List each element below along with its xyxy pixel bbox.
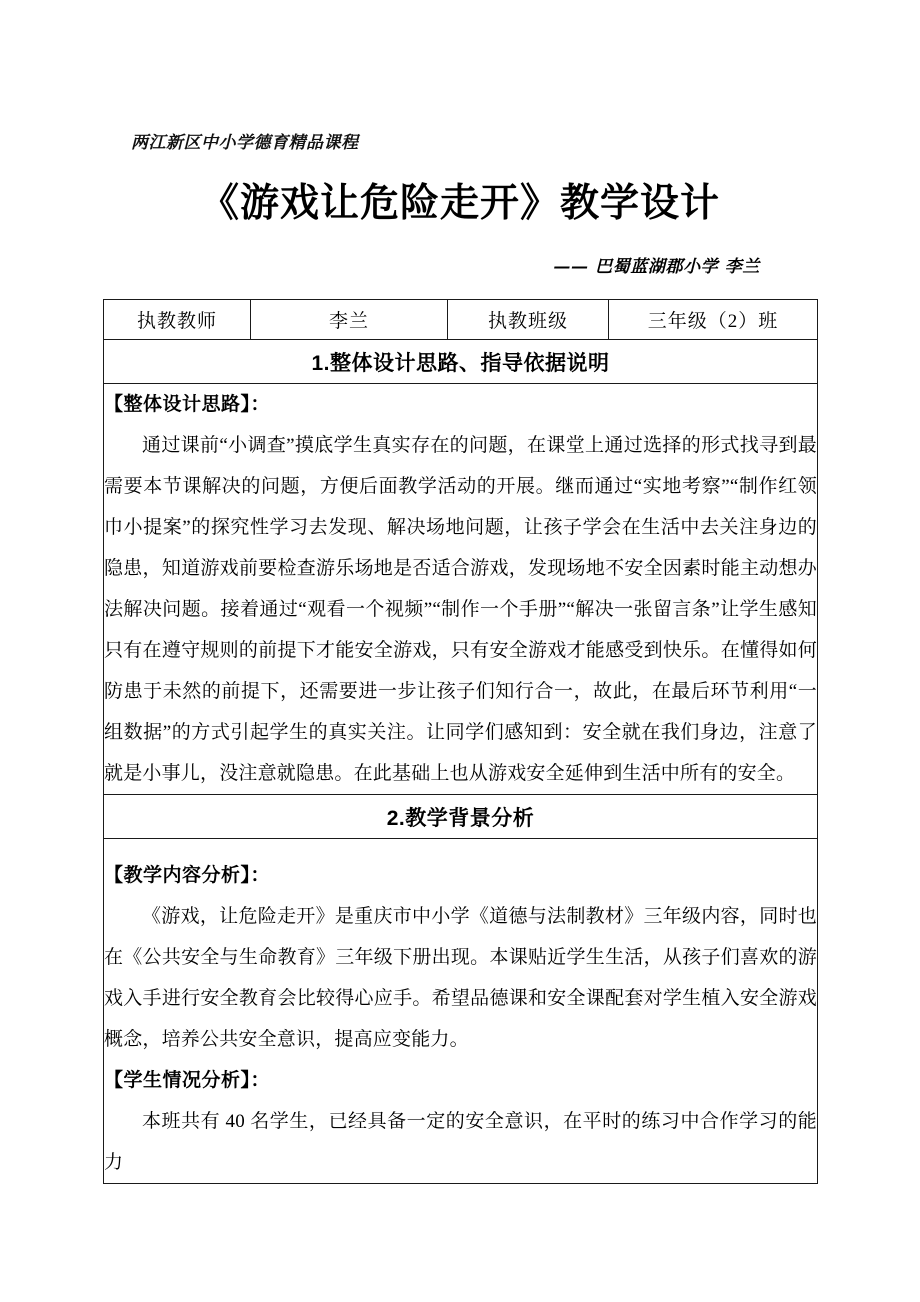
label-student-situation-analysis: 【学生情况分析】： (104, 1070, 271, 1091)
table-row-section-heading-2 (104, 795, 818, 839)
section-body-2 (104, 839, 818, 1184)
masthead-text: 两江新区中小学德育精品课程 (131, 133, 359, 153)
teacher-label-cell: 执教教师 (104, 300, 251, 340)
teacher-value-cell: 李兰 (251, 300, 448, 340)
paragraph-student-situation-analysis: 本班共有 40 名学生，已经具备一定的安全意识，在平时的练习中合作学习的能力 (104, 1111, 817, 1173)
table-row-section-heading-1 (104, 340, 818, 384)
table-row-info (104, 300, 818, 340)
table-row-section-body-2 (104, 839, 818, 1184)
section-heading-2: 2.教学背景分析 (104, 795, 818, 839)
class-value-cell: 三年级（2）班 (609, 300, 818, 340)
paragraph-overall-design-approach: 通过课前“小调查”摸底学生真实存在的问题，在课堂上通过选择的形式找寻到最需要本节课解决的问题，方便后面教学活动的开展。继而通过“实地考察”“制作红领巾小提案”的探究性学习去发现、解决场地问题，让孩子学会在生活中去关注身边的隐患，知道游戏前要检查游乐场地是否适合游戏，发现场地不安全因素时能主动想办法解决问题。接着通过“观看一个视频”“制作一个手册”“解决一张留言条”让学生感知只有在遵守规则的前提下才能安全游戏，只有安全游戏才能感受到快乐。在懂得如何防患于未然的前提下，还需要进一步让孩子们知行合一，故此，在最后环节利用“一组数据”的方式引起学生的真实关注。让同学们感知到：安全就在我们身边，注意了就是小事儿，没注意就隐患。在此基础上也从游戏安全延伸到生活中所有的安全。 (104, 435, 817, 784)
table-row-section-body-1 (104, 384, 818, 795)
lesson-plan-table (103, 299, 818, 1184)
section-heading-1: 1.整体设计思路、指导依据说明 (104, 340, 818, 384)
class-label-cell: 执教班级 (448, 300, 609, 340)
paragraph-teaching-content-analysis: 《游戏，让危险走开》是重庆市中小学《道德与法制教材》三年级内容，同时也在《公共安全与生命教育》三年级下册出现。本课贴近学生生活，从孩子们喜欢的游戏入手进行安全教育会比较得心应手。希望品德课和安全课配套对学生植入安全游戏概念，培养公共安全意识，提高应变能力。 (104, 906, 817, 1050)
body-top-spacer (104, 839, 817, 855)
label-overall-design-approach: 【整体设计思路】： (104, 394, 271, 415)
section-body-1 (104, 384, 818, 795)
byline-author: —— 巴蜀蓝湖郡小学 李兰 (553, 257, 760, 277)
page-title: 《游戏让危险走开》教学设计 (199, 182, 720, 225)
label-teaching-content-analysis: 【教学内容分析】： (104, 865, 271, 886)
